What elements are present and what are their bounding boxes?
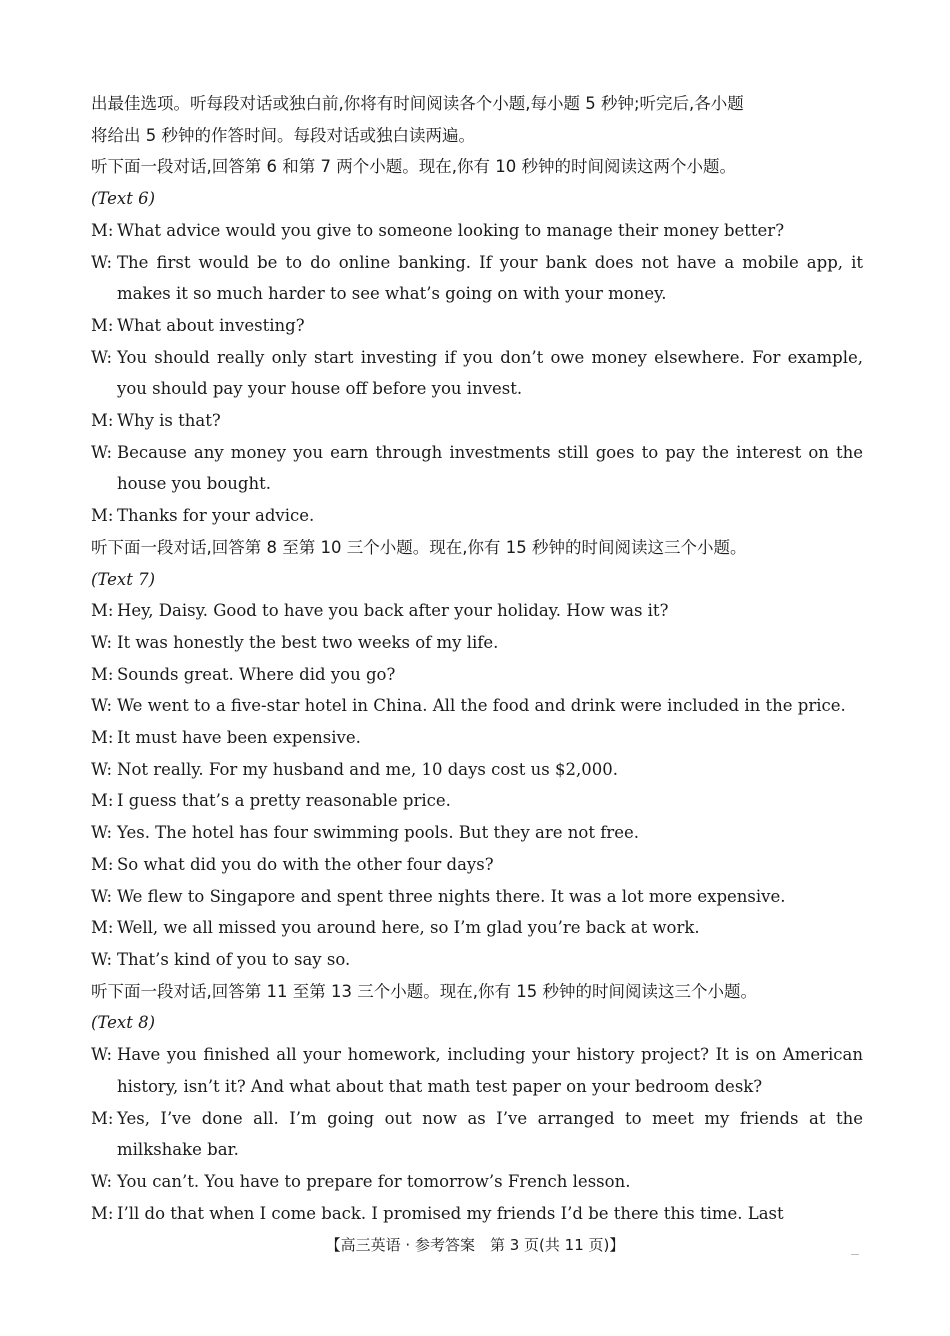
dialogue-text: Why is that? <box>117 411 221 431</box>
dialogue-text: We went to a five-star hotel in China. All the food and drink were included in the price. <box>117 696 846 716</box>
dialogue-text: What advice would you give to someone looking to manage their money better? <box>117 220 785 240</box>
dialogue-text: You should really only start investing if you don’t owe money elsewhere. For example, you should pay your house off before you invest. <box>117 347 863 399</box>
speaker-label: W: <box>91 252 113 272</box>
dialogue-line <box>91 912 863 944</box>
speaker-label: W: <box>91 823 113 843</box>
dialogue-line <box>91 1166 863 1198</box>
dialogue-text: You can’t. You have to prepare for tomorrow’s French lesson. <box>117 1171 631 1191</box>
dialogue-text: It was honestly the best two weeks of my life. <box>117 632 499 652</box>
dialogue-line <box>91 944 863 976</box>
dialogue-line <box>91 817 863 849</box>
scan-speck <box>851 1254 859 1255</box>
dialogue-line <box>91 1198 863 1230</box>
dialogue-line <box>91 247 863 310</box>
dialogue-line <box>91 215 863 247</box>
dialogue-line <box>91 405 863 437</box>
speaker-label: M: <box>91 918 114 938</box>
speaker-label: W: <box>91 886 113 906</box>
dialogue-line <box>91 881 863 913</box>
dialogue-text: I guess that’s a pretty reasonable price. <box>117 791 451 811</box>
dialogue-text: It must have been expensive. <box>117 728 361 748</box>
speaker-label: W: <box>91 347 113 367</box>
dialogue-text: So what did you do with the other four days? <box>117 854 494 874</box>
instruction-line: 听下面一段对话,回答第 8 至第 10 三个小题。现在,你有 15 秒钟的时间阅读这三个小题。 <box>91 537 747 557</box>
speaker-label: M: <box>91 601 114 621</box>
dialogue-line <box>91 310 863 342</box>
dialogue-text: Well, we all missed you around here, so I’m glad you’re back at work. <box>117 918 700 938</box>
speaker-label: M: <box>91 791 114 811</box>
dialogue-line <box>91 1103 863 1166</box>
dialogue-text: We flew to Singapore and spent three nights there. It was a lot more expensive. <box>117 886 786 906</box>
dialogue-text: What about investing? <box>117 315 305 335</box>
dialogue-line <box>91 722 863 754</box>
dialogue-line <box>91 437 863 500</box>
dialogue-line <box>91 595 863 627</box>
dialogue-text: Have you finished all your homework, including your history project? It is on American history, isn’t it? And what about that math test paper on your bedroom desk? <box>117 1045 863 1096</box>
dialogue-line <box>91 785 863 817</box>
dialogue-text: Not really. For my husband and me, 10 days cost us $2,000. <box>117 759 618 779</box>
dialogue-text: Yes, I’ve done all. I’m going out now as I’ve arranged to meet my friends at the milkshake bar. <box>117 1108 863 1160</box>
speaker-label: W: <box>91 1045 113 1065</box>
dialogue-line <box>91 659 863 691</box>
speaker-label: M: <box>91 1108 114 1128</box>
speaker-label: W: <box>91 759 113 779</box>
speaker-label: W: <box>91 442 113 462</box>
speaker-label: M: <box>91 220 114 240</box>
dialogue-text: Because any money you earn through investments still goes to pay the interest on the house you bought. <box>117 442 863 494</box>
speaker-label: M: <box>91 315 114 335</box>
dialogue-line <box>91 500 863 532</box>
dialogue-line <box>91 342 863 405</box>
page-footer: 【高三英语 · 参考答案 第 3 页(共 11 页)】 <box>325 1236 625 1254</box>
instruction-line: 听下面一段对话,回答第 11 至第 13 三个小题。现在,你有 15 秒钟的时间阅读这三个小题。 <box>91 981 757 1001</box>
dialogue-text: The first would be to do online banking. If your bank does not have a mobile app, it makes it so much harder to see what’s going on with your money. <box>117 252 863 304</box>
instruction-line: 出最佳选项。听每段对话或独白前,你将有时间阅读各个小题,每小题 5 秒钟;听完后,各小题 <box>91 94 744 113</box>
instruction-line: 听下面一段对话,回答第 6 和第 7 两个小题。现在,你有 10 秒钟的时间阅读这两个小题。 <box>91 157 736 177</box>
speaker-label: M: <box>91 728 114 748</box>
speaker-label: W: <box>91 1171 113 1191</box>
text-label: (Text 8) <box>91 1013 156 1033</box>
dialogue-line <box>91 849 863 881</box>
dialogue-line <box>91 627 863 659</box>
speaker-label: M: <box>91 854 114 874</box>
dialogue-text: Sounds great. Where did you go? <box>117 664 396 684</box>
dialogue-text: That’s kind of you to say so. <box>117 949 351 969</box>
speaker-label: M: <box>91 664 114 684</box>
dialogue-line <box>91 754 863 786</box>
speaker-label: M: <box>91 411 114 431</box>
text-label: (Text 6) <box>91 189 156 209</box>
dialogue-text: Yes. The hotel has four swimming pools. But they are not free. <box>117 823 639 843</box>
speaker-label: M: <box>91 1203 114 1223</box>
speaker-label: W: <box>91 949 113 969</box>
instruction-line: 将给出 5 秒钟的作答时间。每段对话或独白读两遍。 <box>91 125 475 145</box>
page-content <box>91 88 863 1229</box>
speaker-label: M: <box>91 506 114 526</box>
speaker-label: W: <box>91 632 113 652</box>
dialogue-text: I’ll do that when I come back. I promised my friends I’d be there this time. Last <box>117 1203 784 1223</box>
text-label: (Text 7) <box>91 569 156 589</box>
dialogue-line <box>91 1039 863 1102</box>
dialogue-line <box>91 690 863 722</box>
dialogue-text: Hey, Daisy. Good to have you back after your holiday. How was it? <box>117 601 669 621</box>
speaker-label: W: <box>91 696 113 716</box>
dialogue-text: Thanks for your advice. <box>117 506 315 526</box>
